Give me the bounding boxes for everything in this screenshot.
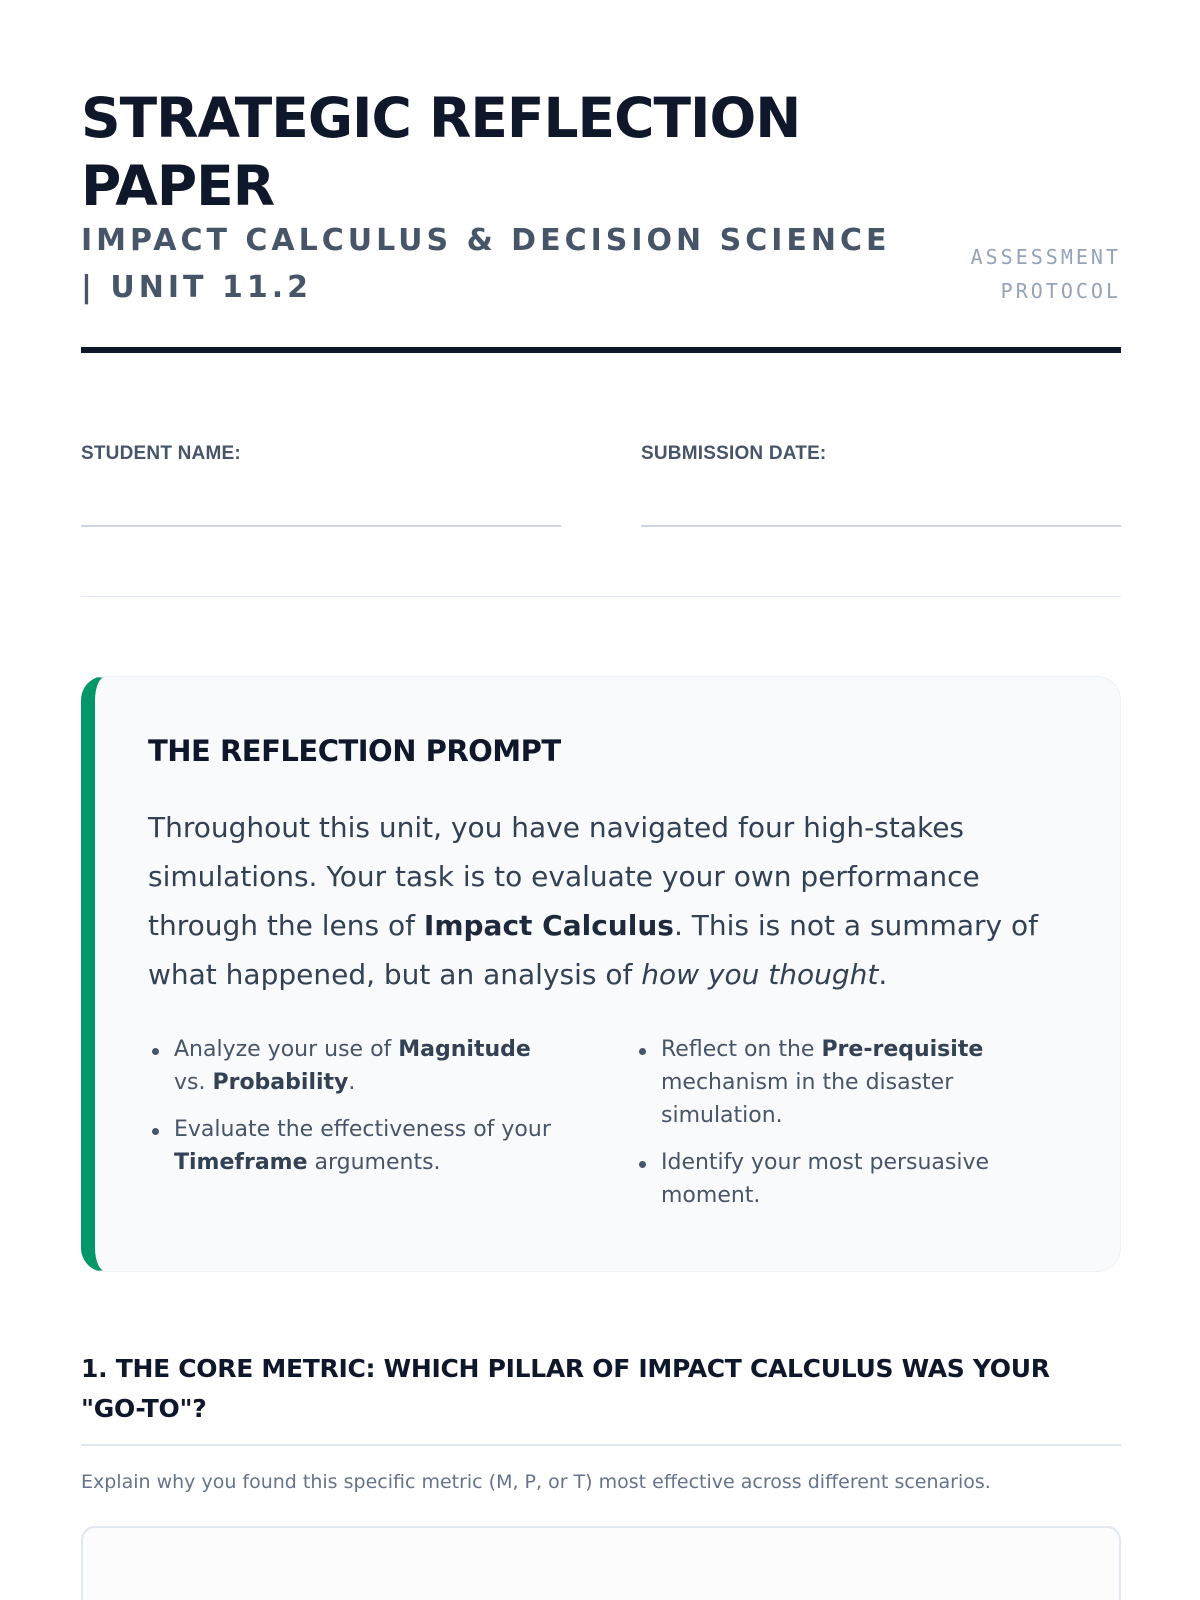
prompt-body: [148, 803, 1048, 999]
bullet-text: Identify your most persuasive moment.: [661, 1150, 990, 1208]
bullet-bold: Magnitude: [398, 1037, 531, 1062]
question-1-answer-box[interactable]: [81, 1526, 1121, 1600]
bullet-bold: Timeframe: [174, 1150, 308, 1175]
submission-date-label: SUBMISSION DATE:: [641, 443, 827, 464]
list-item: [635, 1146, 1005, 1212]
prompt-body-bold: Impact Calculus: [423, 909, 674, 942]
question-1-title: 1. THE CORE METRIC: WHICH PILLAR OF IMPACT CALCULUS WAS YOUR "GO-TO"?: [81, 1354, 1050, 1423]
submission-date-field[interactable]: [641, 443, 1121, 527]
reflection-prompt-card: [81, 676, 1121, 1272]
student-info-fields: [81, 357, 1121, 597]
student-name-field[interactable]: [81, 443, 561, 527]
page-header: [81, 0, 1121, 357]
prompt-body-text-3: .: [878, 958, 888, 991]
bullet-text: vs.: [174, 1070, 213, 1095]
bullet-text: .: [348, 1070, 356, 1095]
list-item: [635, 1033, 1005, 1132]
bullet-bold: Pre-requisite: [821, 1037, 984, 1062]
bullet-text: Analyze your use of: [174, 1037, 399, 1062]
page-title: STRATEGIC REFLECTION PAPER: [81, 86, 801, 218]
student-name-label: STUDENT NAME:: [81, 443, 241, 464]
prompt-body-italic: how you thought: [641, 958, 879, 991]
header-divider: [81, 347, 1121, 353]
page-subtitle: IMPACT CALCULUS & DECISION SCIENCE | UNIT 11.2: [81, 223, 891, 305]
protocol-line-1: ASSESSMENT: [970, 245, 1121, 269]
prompt-bullets-left: [148, 1033, 568, 1193]
question-1-hint: Explain why you found this specific metric (M, P, or T) most effective across different scenarios.: [81, 1471, 991, 1493]
fields-divider: [81, 596, 1121, 597]
question-1-divider: [81, 1444, 1121, 1446]
submission-date-line[interactable]: [641, 525, 1121, 527]
prompt-body-text-2: . This is not a summary of what happened, but an analysis of: [148, 909, 1038, 991]
list-item: [148, 1113, 568, 1179]
worksheet-page: [81, 0, 1121, 1493]
bullet-text: arguments.: [307, 1150, 441, 1175]
student-name-line[interactable]: [81, 525, 561, 527]
bullet-text: mechanism in the disaster simulation.: [661, 1070, 954, 1128]
prompt-bullets-right: [635, 1033, 1005, 1226]
bullet-bold: Probability: [212, 1070, 349, 1095]
bullet-text: Reflect on the: [661, 1037, 822, 1062]
prompt-body-text-1: Throughout this unit, you have navigated four high-stakes simulations. Your task is to evaluate your own performance through the lens of: [148, 811, 980, 942]
bullet-text: Evaluate the effectiveness of your: [174, 1117, 551, 1142]
list-item: [148, 1033, 568, 1099]
assessment-protocol-label: [901, 240, 1121, 308]
prompt-title: THE REFLECTION PROMPT: [148, 734, 561, 768]
protocol-line-2: PROTOCOL: [1000, 279, 1121, 303]
